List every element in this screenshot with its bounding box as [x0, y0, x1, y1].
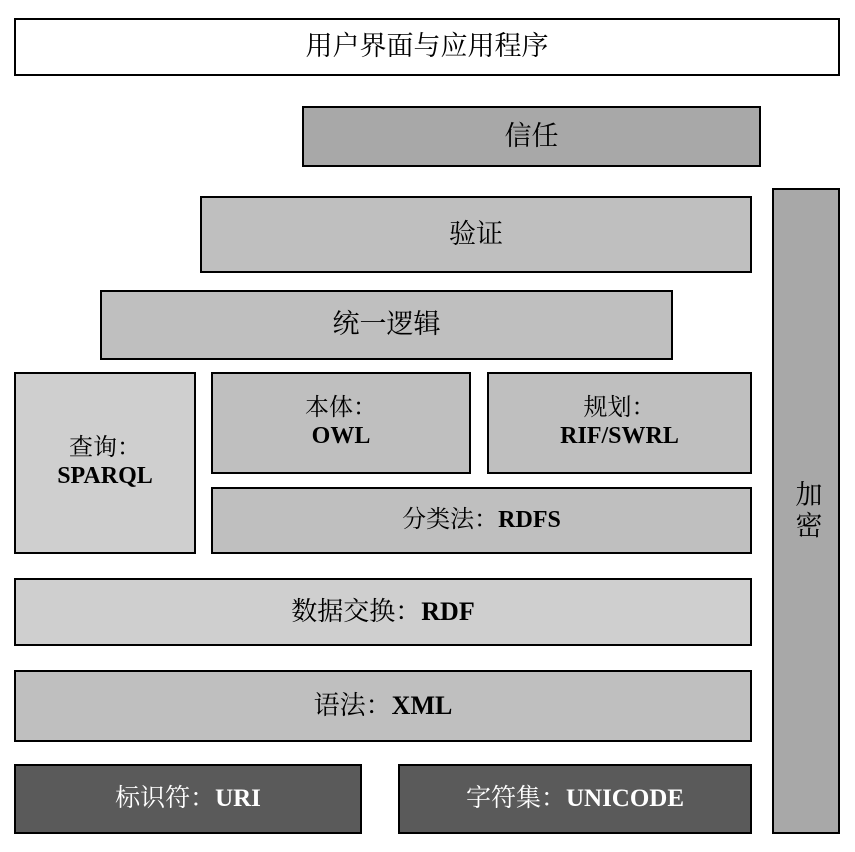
layer-rules-value: RIF/SWRL — [560, 423, 679, 449]
layer-identifier-uri — [14, 764, 362, 834]
layer-rules-prefix: 规划： — [583, 395, 656, 422]
layer-character-set-unicode — [398, 764, 752, 834]
layer-ontology-prefix: 本体： — [305, 395, 377, 422]
layer-taxonomy-text — [402, 507, 561, 535]
layer-user-interface-label: 用户界面与应用程序 — [305, 31, 549, 62]
layer-character-set-text — [466, 785, 684, 814]
layer-unifying-logic — [100, 290, 673, 360]
layer-identifier-prefix: 标识符： — [115, 784, 216, 812]
layer-ontology-text — [305, 395, 377, 450]
layer-rules-text — [560, 395, 679, 450]
layer-syntax-value: XML — [391, 691, 453, 721]
layer-identifier-value: URI — [215, 784, 261, 812]
layer-identifier-text — [115, 785, 261, 814]
layer-proof-label: 验证 — [449, 218, 503, 249]
layer-query-sparql — [14, 372, 196, 554]
layer-query-prefix: 查询： — [68, 435, 141, 462]
layer-taxonomy-rdfs — [211, 487, 752, 554]
layer-syntax-text — [314, 691, 453, 721]
layer-data-interchange-rdf — [14, 578, 752, 646]
layer-data-interchange-value: RDF — [421, 597, 475, 627]
layer-trust — [302, 106, 761, 167]
layer-taxonomy-value: RDFS — [498, 506, 561, 533]
layer-ontology-value: OWL — [311, 423, 371, 449]
layer-data-interchange-text — [291, 597, 474, 627]
layer-data-interchange-prefix: 数据交换： — [291, 597, 422, 627]
layer-query-text — [57, 435, 153, 490]
layer-rules-rif-swrl — [487, 372, 752, 474]
layer-query-value: SPARQL — [57, 463, 153, 489]
layer-unifying-logic-label: 统一逻辑 — [332, 309, 441, 340]
layer-cryptography-label: 加密 — [791, 480, 822, 542]
layer-syntax-xml — [14, 670, 752, 742]
layer-cryptography — [772, 188, 840, 834]
layer-taxonomy-prefix: 分类法： — [402, 506, 499, 533]
layer-character-set-value: UNICODE — [565, 784, 685, 812]
layer-trust-label: 信任 — [504, 120, 559, 151]
layer-syntax-prefix: 语法： — [313, 691, 392, 721]
layer-proof — [200, 196, 752, 273]
layer-character-set-prefix: 字符集： — [465, 784, 566, 812]
layer-user-interface-and-applications — [14, 18, 840, 76]
layer-ontology-owl — [211, 372, 471, 474]
